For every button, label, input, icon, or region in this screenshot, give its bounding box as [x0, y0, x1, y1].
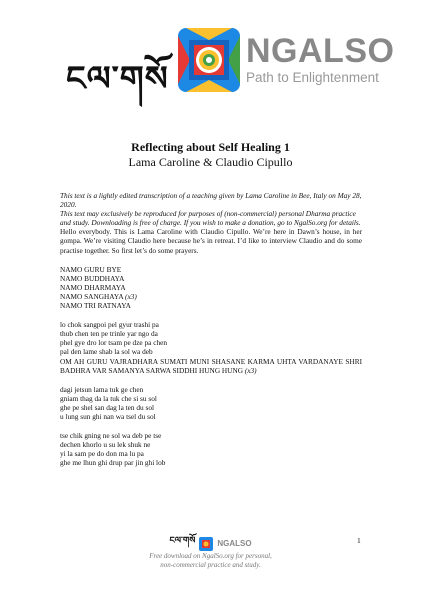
verse-line: thub chen ten pe trinle yar ngo da — [60, 329, 158, 339]
refuge-prayer — [60, 265, 362, 310]
footer-note — [0, 552, 421, 570]
refuge-line: NAMO GURU BYE — [60, 264, 122, 274]
intro-note-2: This text may exclusively be reproduced for purposes of (non-commercial) personal Dharma practice and study. Downloading is free of charge. If you wish to make a donation, go to NgalSo.org for details. — [60, 209, 361, 228]
refuge-line: NAMO DHARMAYA — [60, 282, 126, 292]
verse-line: phel gye dro lor tsam pe dze pa chen — [60, 338, 167, 348]
footer-note-line: non-commercial practice and study. — [160, 561, 261, 569]
verse-line: lo chok sangpoi pel gyur trashi pa — [60, 320, 159, 330]
verse-3 — [60, 431, 362, 467]
intro-note-1: This text is a lightly edited transcription of a teaching given by Lama Caroline in Bee, Italy on May 28, 2020. — [60, 191, 362, 210]
verse-line: tse chik gning ne sol wa deb pe tse — [60, 431, 162, 441]
verse-2 — [60, 385, 362, 421]
verse-line: u lung sun ghi nan wa tsel du sol — [60, 411, 156, 421]
brand-name: NGALSO — [246, 32, 395, 70]
brand-tagline: Path to Enlightenment — [246, 70, 379, 85]
repeat-note: (x3) — [244, 365, 257, 375]
refuge-line: NAMO SANGHAYA (x3) — [60, 291, 137, 301]
footer-note-line: Free download on NgalSo.org for personal, — [149, 552, 272, 560]
refuge-line: NAMO TRI RATNAYA — [60, 301, 131, 311]
paragraph-1: Hello everybody. This is Lama Caroline with Claudio Cipullo. We’re here in Dawn’s house, in her gompa. We’re visiting Claudio here because he’s in retreat. I’d like to interview Claudio and do some practise together. So first let’s do some prayers. — [60, 227, 362, 255]
verse-line: gniam thag da la tuk che si su sol — [60, 393, 157, 403]
verse-line: dechen khorlo u su lek shuk ne — [60, 440, 151, 450]
document-authors: Lama Caroline & Claudio Cipullo — [128, 155, 293, 169]
header — [0, 20, 421, 100]
document-title: Reflecting about Self Healing 1 — [131, 140, 290, 154]
document-body — [60, 191, 362, 467]
verse-line: yi la sam pe do don ma lu pa — [60, 449, 144, 459]
refuge-line: NAMO BUDDHAYA — [60, 273, 125, 283]
footer-mandala-icon — [199, 537, 213, 551]
brand — [246, 32, 394, 86]
footer-brand-name: NGALSO — [217, 539, 252, 548]
ngalso-mandala-logo-icon — [176, 26, 242, 94]
mantra: OM AH GURU VAJRADHARA SUMATI MUNI SHASANE KARMA UHTA VARDANAYE SHRI BADHRA VAR SAMANYA SARWA SIDDHI HUNG HUNG (x3) — [60, 356, 362, 375]
verse-line: ghe pe shel san dag la ten du sol — [60, 402, 155, 412]
verse-line: ghe me lhun ghi drup par jin ghi lob — [60, 458, 166, 468]
verse-line: pal den lame shab la sol wa deb — [60, 347, 153, 357]
page-number: 1 — [357, 536, 361, 545]
verse-1 — [60, 320, 362, 356]
tibetan-logo: ངལ་གསོ — [66, 59, 169, 99]
repeat-note: (x3) — [125, 291, 137, 301]
footer-tibetan-logo: ངལ་གསོ — [169, 536, 196, 546]
title-block — [0, 139, 421, 170]
verse-line: dagi jetsun lama tuk ge chen — [60, 384, 144, 394]
